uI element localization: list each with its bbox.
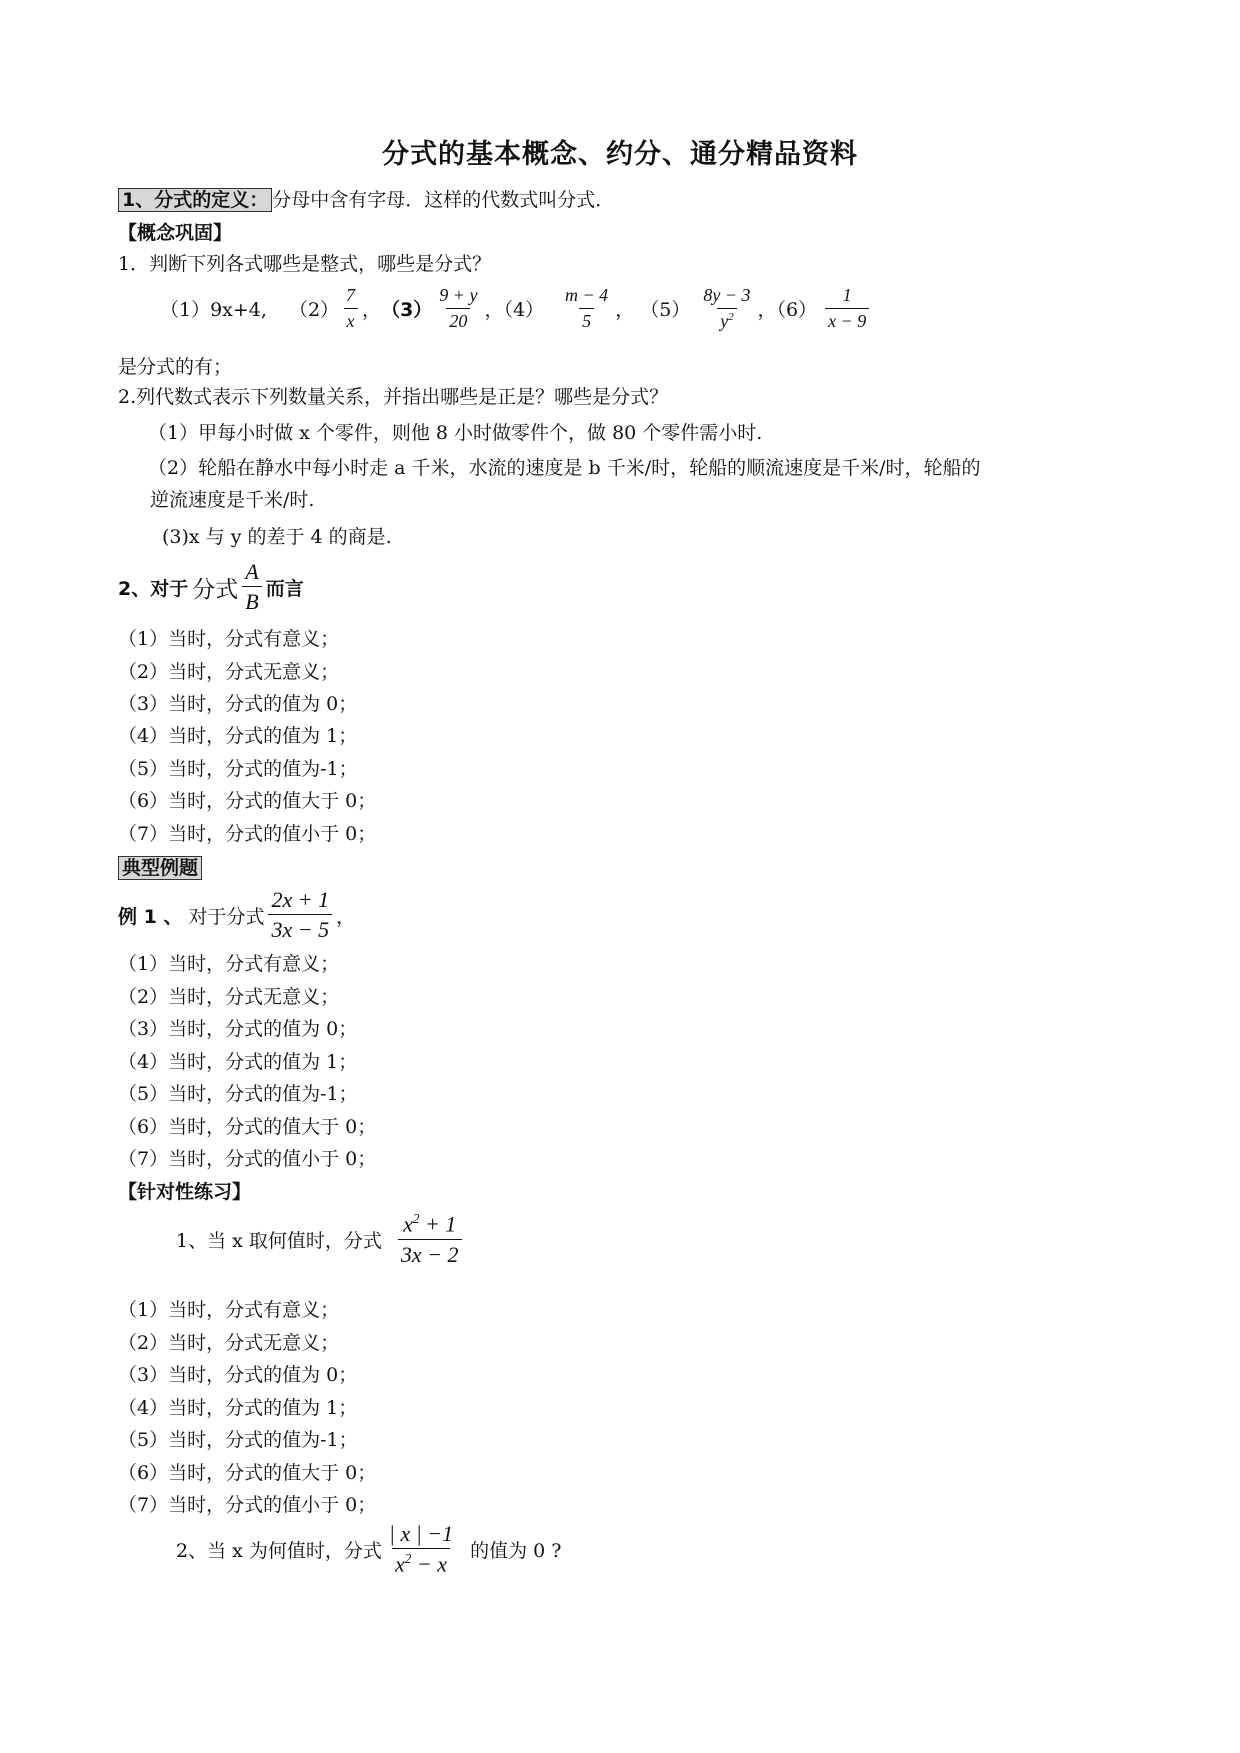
fraction-8y-minus-3-over-y2 — [700, 286, 753, 332]
separator: ，（6） — [757, 299, 818, 322]
fraction-2x-plus-1-over-3x-minus-5 — [268, 888, 332, 942]
question-2-part-2a: （2）轮船在静水中每小时走 a 千米，水流的速度是 b 千米/时，轮船的顺流速度是千米/时，轮船的 — [148, 457, 981, 479]
condition-line: （7）当时，分式的值小于 0； — [118, 1494, 377, 1516]
fraction-numerator: m − 4 — [565, 285, 609, 305]
condition-line: （2）当时，分式无意义； — [118, 661, 340, 683]
expr-1: （1）9x+4, — [160, 299, 267, 322]
condition-line: （3）当时，分式的值为 0； — [118, 1018, 358, 1040]
condition-line: （2）当时，分式无意义； — [118, 1332, 340, 1354]
question-1: 1．判断下列各式哪些是整式，哪些是分式？ — [118, 253, 492, 275]
example-1-suffix: ， — [336, 905, 356, 928]
fraction-9-plus-y-over-20 — [436, 286, 480, 332]
section-2-suffix: 而言 — [265, 577, 304, 600]
condition-line: （2）当时，分式无意义； — [118, 986, 340, 1008]
condition-line: （3）当时，分式的值为 0； — [118, 693, 358, 715]
condition-line: （1）当时，分式有意义； — [118, 953, 340, 975]
definition-text: 分母中含有字母．这样的代数式叫分式． — [272, 189, 615, 211]
fraction-denominator: 5 — [579, 308, 594, 332]
fraction-denominator: B — [242, 586, 261, 614]
practice-2-suffix: 的值为 0 ? — [470, 1539, 562, 1562]
fraction-numerator: 9 + y — [439, 285, 478, 305]
condition-line: （6）当时，分式的值大于 0； — [118, 1462, 377, 1484]
fraction-numerator: A — [245, 559, 259, 584]
condition-line: （3）当时，分式的值为 0； — [118, 1364, 358, 1386]
practice-2 — [176, 1522, 561, 1577]
fraction-a-over-b — [242, 560, 261, 614]
condition-line: （4）当时，分式的值为 1； — [118, 1397, 358, 1419]
condition-line: （5）当时，分式的值为-1； — [118, 758, 358, 780]
question-2: 2.列代数式表示下列数量关系，并指出哪些是正是？哪些是分式？ — [118, 386, 669, 408]
expr-3-label: （3） — [381, 299, 433, 322]
practice-1 — [176, 1212, 466, 1267]
page-title: 分式的基本概念、约分、通分精品资料 — [382, 139, 858, 170]
fraction-numerator: 7 — [346, 285, 356, 305]
practice-heading: 【针对性练习】 — [118, 1181, 252, 1203]
fraction-numerator: $x^2 + 1$ — [403, 1211, 457, 1237]
section-2-word: 分式 — [192, 576, 239, 603]
condition-line: （7）当时，分式的值小于 0； — [118, 823, 377, 845]
question-2-part-1: （1）甲每小时做 x 个零件，则他 8 小时做零件个，做 80 个零件需小时. — [148, 422, 763, 444]
condition-line: （5）当时，分式的值为-1； — [118, 1083, 358, 1105]
condition-line: （1）当时，分式有意义； — [118, 1299, 340, 1321]
definition-label: 1、分式的定义： — [118, 188, 272, 212]
practice-1-text: 1、当 x 取何值时，分式 — [176, 1229, 382, 1252]
fraction-denominator: $x^2 - x$ — [392, 1548, 450, 1577]
separator: ， （5） — [615, 299, 691, 322]
separator: ， — [362, 299, 382, 322]
fraction-denominator: 3x − 2 — [398, 1239, 462, 1267]
definition-line — [118, 187, 614, 213]
example-1 — [118, 888, 355, 942]
fraction-1-over-x-minus-9 — [825, 286, 869, 332]
section-2-prefix: 2、对于 — [118, 577, 189, 600]
fraction-numerator: 2x + 1 — [271, 887, 330, 912]
fraction-numerator: 8y − 3 — [703, 285, 751, 305]
condition-line: （4）当时，分式的值为 1； — [118, 1051, 358, 1073]
fraction-denominator: x − 9 — [825, 308, 869, 332]
fraction-numerator: 1 — [842, 285, 852, 305]
condition-line: （4）当时，分式的值为 1； — [118, 725, 358, 747]
fraction-7-over-x — [343, 286, 358, 332]
fraction-denominator: 20 — [446, 308, 470, 332]
expr-2-label: （2） — [288, 299, 340, 322]
section-2-heading — [118, 560, 304, 614]
fraction-denominator: x — [344, 308, 358, 332]
condition-line: （7）当时，分式的值小于 0； — [118, 1148, 377, 1170]
fraction-abs-x-minus-1-over-x2-minus-x — [386, 1522, 456, 1577]
example-1-text: 对于分式 — [188, 905, 265, 928]
question-2-part-2b: 逆流速度是千米/时. — [150, 489, 315, 511]
fraction-x2-plus-1-over-3x-minus-2 — [398, 1212, 462, 1267]
fraction-denominator: 3x − 5 — [268, 914, 332, 942]
condition-line: （6）当时，分式的值大于 0； — [118, 1116, 377, 1138]
question-1-expressions — [160, 286, 873, 332]
concept-heading: 【概念巩固】 — [118, 222, 233, 244]
condition-line: （1）当时，分式有意义； — [118, 628, 340, 650]
question-2-part-3: (3)x 与 y 的差于 4 的商是. — [162, 526, 392, 548]
fraction-denominator: $y^2$ — [717, 308, 736, 332]
question-1-answer: 是分式的有； — [118, 356, 233, 378]
example-1-label: 例 1 、 — [118, 905, 183, 928]
condition-line: （5）当时，分式的值为-1； — [118, 1429, 358, 1451]
separator: ，（4） — [484, 299, 545, 322]
example-heading: 典型例题 — [118, 855, 202, 881]
fraction-numerator: | x | −1 — [388, 1521, 454, 1546]
fraction-m-minus-4-over-5 — [562, 286, 611, 332]
practice-2-text: 2、当 x 为何值时，分式 — [176, 1539, 382, 1562]
condition-line: （6）当时，分式的值大于 0； — [118, 790, 377, 812]
